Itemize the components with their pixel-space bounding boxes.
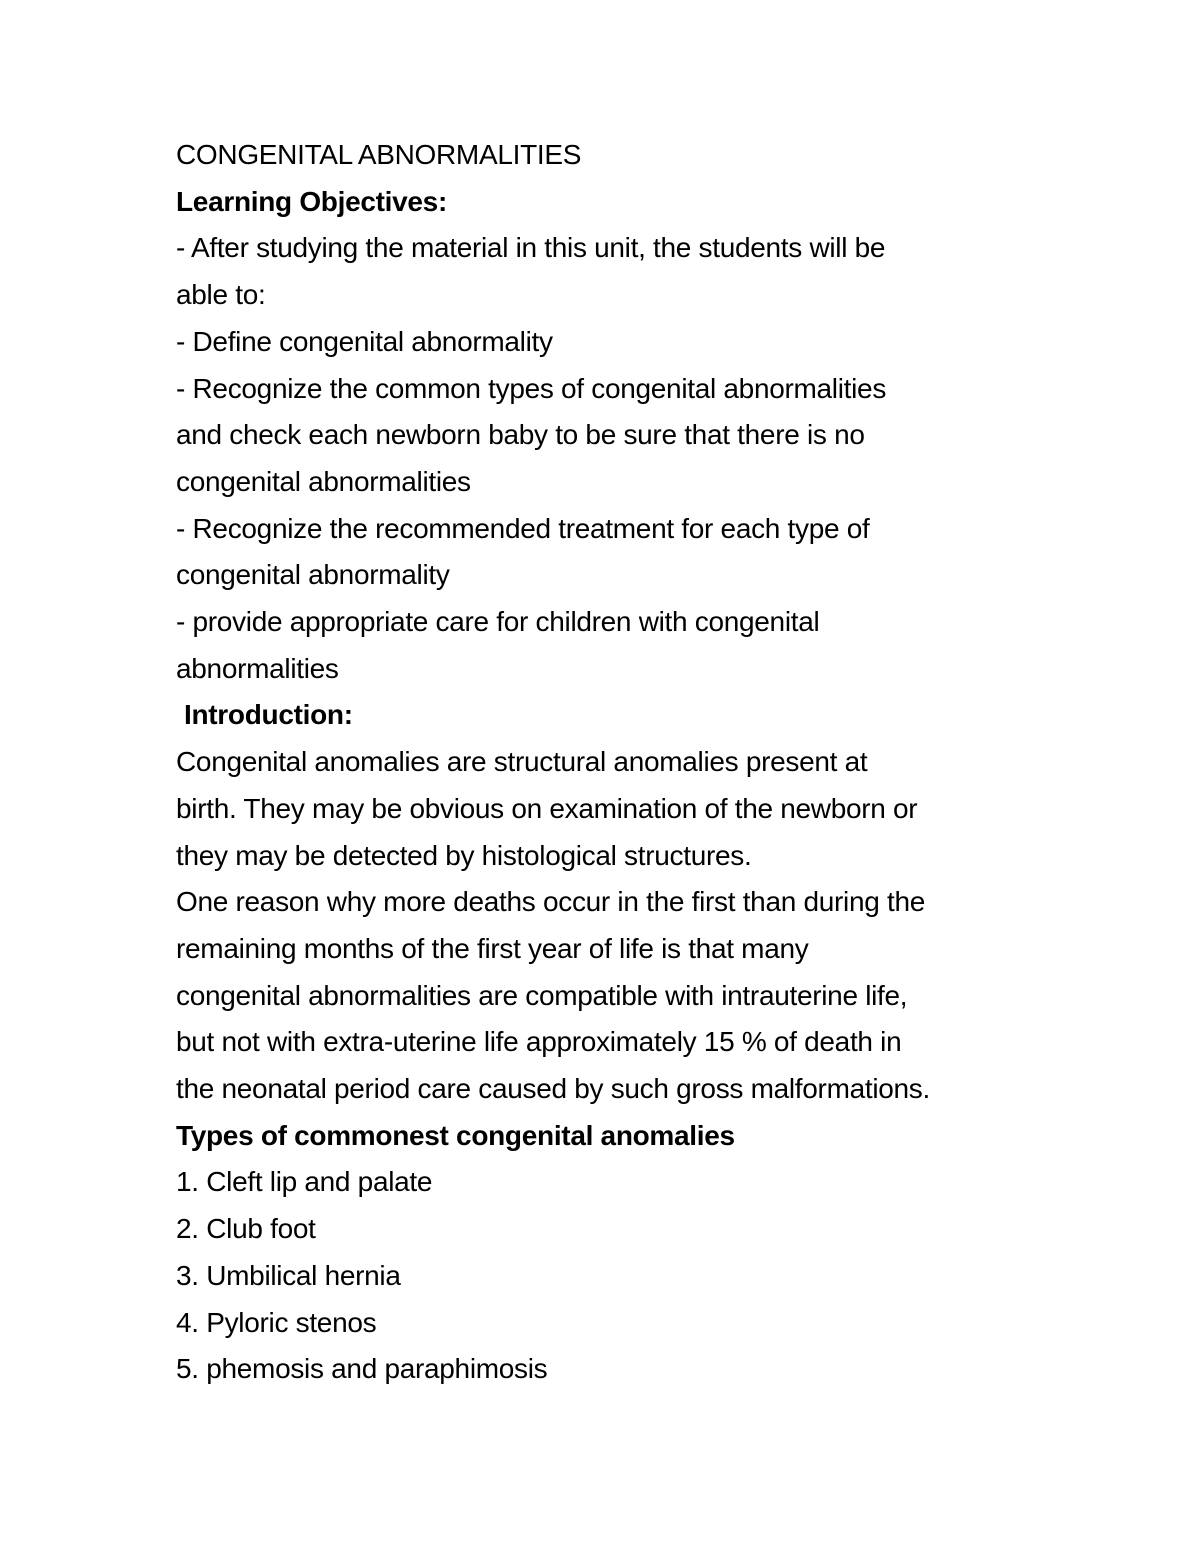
list-item: 2. Club foot (176, 1213, 316, 1245)
list-item: 5. phemosis and paraphimosis (176, 1353, 548, 1385)
objective-line: - Recognize the common types of congenital abnormalities (176, 372, 887, 404)
list-item: 4. Pyloric stenos (176, 1306, 377, 1338)
list-item: 3. Umbilical hernia (176, 1259, 401, 1291)
introduction-line: birth. They may be obvious on examination of the newborn or (176, 792, 918, 824)
objective-line: - Define congenital abnormality (176, 325, 553, 357)
objective-line: - provide appropriate care for children with congenital (176, 606, 820, 638)
objectives-heading: Learning Objectives: (176, 185, 447, 217)
introduction-line: they may be detected by histological structures. (176, 839, 752, 871)
list-item: 1. Cleft lip and palate (176, 1166, 433, 1198)
objective-line: able to: (176, 279, 266, 311)
introduction-line: the neonatal period care caused by such gross malformations. (176, 1073, 930, 1105)
types-list (176, 1159, 996, 1393)
document-title: CONGENITAL ABNORMALITIES (176, 139, 582, 170)
document-page (176, 132, 996, 1393)
objective-line: congenital abnormality (176, 559, 450, 591)
objective-line: - Recognize the recommended treatment for each type of (176, 512, 870, 544)
introduction-line: One reason why more deaths occur in the first than during the (176, 886, 926, 918)
introduction-line: congenital abnormalities are compatible with intrauterine life, (176, 979, 908, 1011)
objectives-block (176, 225, 996, 692)
objective-line: and check each newborn baby to be sure that there is no (176, 419, 865, 451)
objective-line: abnormalities (176, 652, 339, 684)
introduction-heading: Introduction: (184, 699, 353, 731)
introduction-line: remaining months of the first year of life is that many (176, 932, 809, 964)
introduction-line: Congenital anomalies are structural anomalies present at (176, 746, 868, 778)
introduction-block (176, 739, 996, 1113)
types-heading: Types of commonest congenital anomalies (176, 1119, 735, 1151)
introduction-line: but not with extra-uterine life approximately 15 % of death in (176, 1026, 902, 1058)
objective-line: congenital abnormalities (176, 465, 471, 497)
objective-line: - After studying the material in this unit, the students will be (176, 232, 886, 264)
